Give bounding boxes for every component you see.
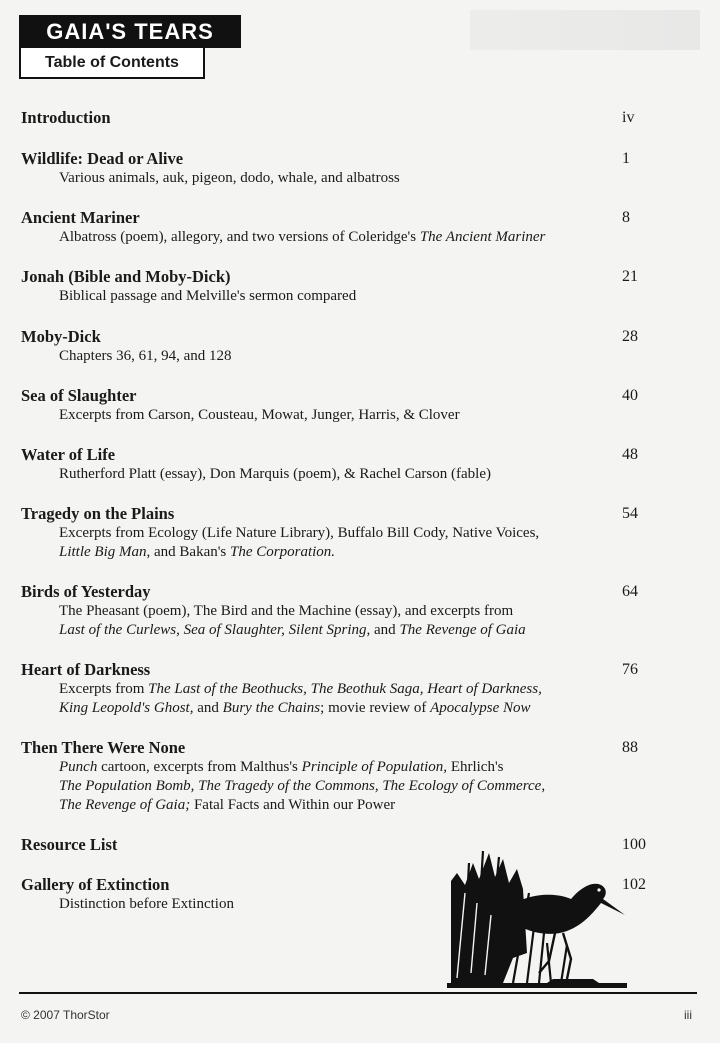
toc-entry-title: Water of Life xyxy=(21,445,116,464)
toc-entry-description xyxy=(59,680,681,699)
toc-entry-title: Gallery of Extinction xyxy=(21,875,170,894)
toc-entry xyxy=(21,660,681,718)
page-number: iii xyxy=(684,1008,692,1022)
toc-entry-description xyxy=(59,406,681,425)
description-text: and xyxy=(193,700,223,716)
toc-entry xyxy=(21,445,681,484)
description-text: Distinction before Extinction xyxy=(59,896,234,912)
copyright-notice: © 2007 ThorStor xyxy=(21,1008,110,1022)
toc-entry-description xyxy=(59,602,681,621)
toc-entry-title: Tragedy on the Plains xyxy=(21,504,175,523)
toc-entry-description xyxy=(59,287,681,306)
description-text: ; movie review of xyxy=(320,700,431,716)
toc-entry-description xyxy=(59,169,681,188)
toc-entry xyxy=(21,386,681,425)
description-text: Ehrlich's xyxy=(447,759,504,775)
toc-entry-title: Wildlife: Dead or Alive xyxy=(21,149,184,168)
description-text: Biblical passage and Melville's sermon compared xyxy=(59,288,357,304)
toc-entry-title: Jonah (Bible and Moby-Dick) xyxy=(21,267,231,286)
book-title: GAIA'S TEARS xyxy=(19,15,241,48)
toc-entry-page: 64 xyxy=(622,583,638,600)
description-text: Excerpts from Carson, Cousteau, Mowat, Junger, Harris, & Clover xyxy=(59,407,460,423)
description-text: Fatal Facts and Within our Power xyxy=(190,797,396,813)
description-italic-text: The Revenge of Gaia; xyxy=(59,797,191,813)
toc-entry-title: Then There Were None xyxy=(21,738,186,757)
description-text: and xyxy=(370,622,400,638)
toc-entry-description xyxy=(59,796,681,815)
toc-entry-description xyxy=(59,465,681,484)
toc-entry-title: Moby-Dick xyxy=(21,327,101,346)
toc-entry-page: 1 xyxy=(622,150,630,167)
description-text: Rutherford Platt (essay), Don Marquis (poem), & Rachel Carson (fable) xyxy=(59,466,491,482)
description-text: cartoon, excerpts from Malthus's xyxy=(97,759,302,775)
toc-entry-description xyxy=(59,699,681,718)
toc-entry-description xyxy=(59,543,681,562)
description-italic-text: Last of the Curlews, Sea of Slaughter, Silent Spring, xyxy=(59,622,371,638)
toc-entry-description xyxy=(59,347,681,366)
description-italic-text: Principle of Population, xyxy=(301,759,448,775)
description-text: Excerpts from Ecology (Life Nature Library), Buffalo Bill Cody, Native Voices, xyxy=(59,525,540,541)
toc-entry xyxy=(21,208,681,247)
toc-entry-title: Birds of Yesterday xyxy=(21,582,151,601)
toc-entry xyxy=(21,738,681,815)
description-italic-text: The Revenge of Gaia xyxy=(399,622,526,638)
toc-entry-page: 48 xyxy=(622,446,638,463)
toc-entry-page: 40 xyxy=(622,387,638,404)
toc-entry xyxy=(21,267,681,306)
toc-entry xyxy=(21,108,681,128)
toc-entry xyxy=(21,582,681,640)
description-text: Chapters 36, 61, 94, and 128 xyxy=(59,348,232,364)
toc-entry-page: iv xyxy=(622,109,635,126)
description-italic-text: The Corporation. xyxy=(230,544,336,560)
toc-entry-page: 8 xyxy=(622,209,630,226)
toc-entry-description xyxy=(59,228,681,247)
toc-entry-description xyxy=(59,524,681,543)
footer-rule xyxy=(19,992,697,994)
toc-entry-title: Introduction xyxy=(21,108,111,127)
toc-entry-page: 100 xyxy=(622,836,646,853)
description-italic-text: The Last of the Beothucks, The Beothuk Saga, Heart of Darkness, xyxy=(148,681,542,697)
description-italic-text: Apocalypse Now xyxy=(430,700,531,716)
toc-entry xyxy=(21,504,681,562)
description-italic-text: Bury the Chains xyxy=(222,700,321,716)
description-italic-text: Little Big Man xyxy=(59,544,147,560)
toc-entry-description xyxy=(59,777,681,796)
description-text: Albatross (poem), allegory, and two versions of Coleridge's xyxy=(59,229,420,245)
description-text: Various animals, auk, pigeon, dodo, whale, and albatross xyxy=(59,170,400,186)
toc-entry-page: 88 xyxy=(622,739,638,756)
description-text: Excerpts from xyxy=(59,681,149,697)
toc-entry-page: 102 xyxy=(622,876,646,893)
toc-entry-page: 76 xyxy=(622,661,638,678)
toc-entry xyxy=(21,327,681,366)
toc-entry-page: 54 xyxy=(622,505,638,522)
toc-entry-description xyxy=(59,621,681,640)
toc-entry-page: 21 xyxy=(622,268,638,285)
description-italic-text: King Leopold's Ghost, xyxy=(59,700,194,716)
toc-entry-title: Ancient Mariner xyxy=(21,208,140,227)
toc-entry-title: Sea of Slaughter xyxy=(21,386,137,405)
description-italic-text: Punch xyxy=(59,759,98,775)
bird-woodcut-icon xyxy=(443,833,628,988)
toc-entry-title: Heart of Darkness xyxy=(21,660,151,679)
description-italic-text: The Population Bomb, The Tragedy of the Commons, The Ecology of Commerce, xyxy=(59,778,546,794)
description-text: The Pheasant (poem), The Bird and the Machine (essay), and excerpts from xyxy=(59,603,514,619)
description-italic-text: The Ancient Mariner xyxy=(419,229,546,245)
section-subtitle: Table of Contents xyxy=(19,48,205,79)
toc-entry-page: 28 xyxy=(622,328,638,345)
toc-entry xyxy=(21,149,681,188)
toc-entry-title: Resource List xyxy=(21,835,118,854)
toc-entry-description xyxy=(59,758,681,777)
bleed-through-shadow xyxy=(470,10,700,50)
description-text: , and Bakan's xyxy=(146,544,231,560)
